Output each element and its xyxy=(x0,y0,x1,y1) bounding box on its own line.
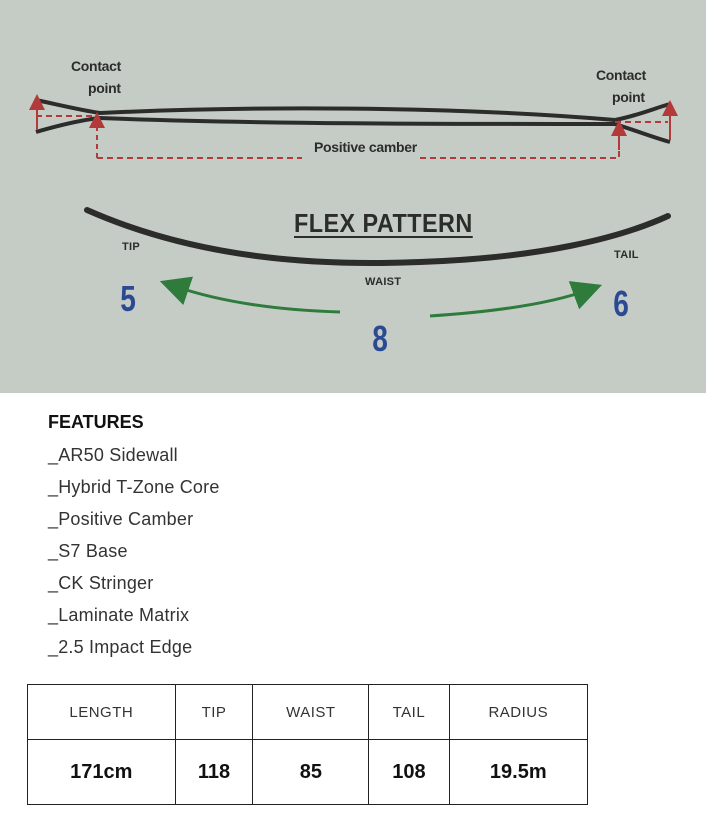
contact-left-line1: Contact xyxy=(71,58,122,74)
feature-item: _AR50 Sidewall xyxy=(48,445,178,465)
feature-item: _2.5 Impact Edge xyxy=(48,637,193,657)
positive-camber-label: Positive camber xyxy=(314,139,417,155)
tail-label: TAIL xyxy=(614,249,639,261)
feature-item: _Laminate Matrix xyxy=(48,605,190,625)
flex-arrow-left xyxy=(174,286,340,312)
tip-label: TIP xyxy=(122,241,141,253)
spec-value-row xyxy=(28,740,588,805)
contact-left-line2: point xyxy=(88,80,121,96)
spec-header-length: LENGTH xyxy=(28,685,176,740)
flex-waist-value: 8 xyxy=(372,318,388,359)
spec-table xyxy=(27,684,588,805)
spec-value-radius: 19.5m xyxy=(449,740,587,805)
spec-header-tip: TIP xyxy=(175,685,253,740)
flex-pattern-title: FLEX PATTERN xyxy=(294,208,473,238)
spec-header-row xyxy=(28,685,588,740)
feature-item: _CK Stringer xyxy=(48,573,154,593)
feature-item: _Positive Camber xyxy=(48,509,194,529)
spec-header-tail: TAIL xyxy=(369,685,449,740)
features-section xyxy=(48,412,220,663)
feature-item: _Hybrid T-Zone Core xyxy=(48,477,220,497)
contact-right-line2: point xyxy=(612,89,645,105)
feature-item: _S7 Base xyxy=(48,541,128,561)
spec-value-tail: 108 xyxy=(369,740,449,805)
ski-diagram xyxy=(0,0,706,393)
flex-tip-value: 5 xyxy=(120,278,136,319)
spec-value-tip: 118 xyxy=(175,740,253,805)
waist-label: WAIST xyxy=(365,276,402,288)
contact-right-line1: Contact xyxy=(596,67,647,83)
flex-tail-value: 6 xyxy=(613,283,629,324)
spec-header-waist: WAIST xyxy=(253,685,369,740)
features-title: FEATURES xyxy=(48,412,144,432)
ski-profile-top xyxy=(36,100,670,120)
flex-arrow-right xyxy=(430,290,588,316)
spec-header-radius: RADIUS xyxy=(449,685,587,740)
spec-value-waist: 85 xyxy=(253,740,369,805)
spec-value-length: 171cm xyxy=(28,740,176,805)
